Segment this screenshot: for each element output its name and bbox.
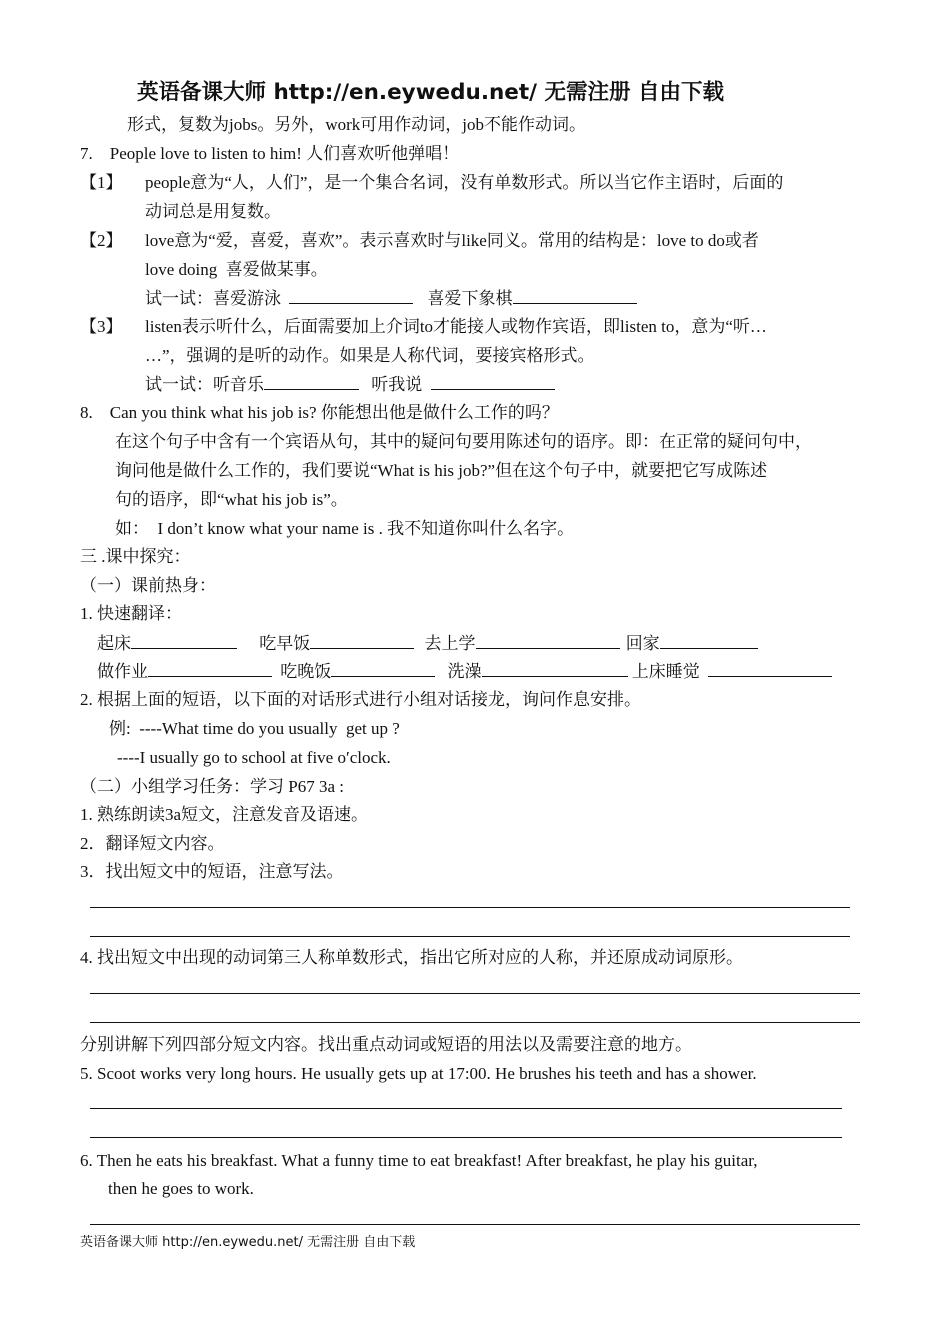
dialogue-line: ----I usually go to school at five o′clock. [117,748,391,767]
answer-line[interactable] [90,907,850,908]
text-line: …”，强调的是听的动作。如果是人称代词，要接宾格形式。 [145,346,595,365]
blank-field[interactable] [264,373,359,390]
phrase-label: 上床睡觉 [631,662,700,681]
example-line: 如： I don’t know what your name is . 我不知道你叫什么名字。 [115,519,575,538]
phrase-label: 起床 [97,634,131,653]
blank-field[interactable] [131,632,237,649]
exercise-prompt: 听我说 [371,375,423,394]
blank-field[interactable] [660,632,758,649]
answer-line[interactable] [90,1108,842,1109]
point-marker-3: 【3】 [80,317,123,336]
blank-field[interactable] [482,660,628,677]
blank-field[interactable] [331,660,435,677]
passage-line: 6. Then he eats his breakfast. What a funny time to eat breakfast! After breakfast, he play his guitar, [80,1151,758,1170]
phrase-label: 洗澡 [447,662,482,681]
text-line: 句的语序，即“what his job is”。 [115,490,348,509]
task-heading: 2. 根据上面的短语，以下面的对话形式进行小组对话接龙，询问作息安排。 [80,690,641,709]
text-line: love意为“爱，喜爱，喜欢”。表示喜欢时与like同义。常用的结构是：love to do或者 [145,231,759,250]
instruction-line: 分别讲解下列四部分短文内容。找出重点动词或短语的用法以及需要注意的地方。 [80,1035,692,1054]
text-line: 询问他是做什么工作的，我们要说“What is his job?”但在这个句子中，就要把它写成陈述 [115,461,768,480]
subsection-heading: （二）小组学习任务：学习 P67 3a : [80,777,344,796]
blank-field[interactable] [431,373,555,390]
phrase-label: 吃早饭 [259,634,311,653]
page-header: 英语备课大师 http://en.eywedu.net/ 无需注册 自由下载 [137,80,724,105]
task-line: 3．找出短文中的短语，注意写法。 [80,862,344,881]
passage-line: 5. Scoot works very long hours. He usually gets up at 17:00. He brushes his teeth and has a shower. [80,1064,757,1083]
translate-row [97,660,832,683]
exercise-line [145,373,555,396]
blank-field[interactable] [708,660,832,677]
blank-field[interactable] [513,287,637,304]
exercise-line [145,287,637,310]
page-footer: 英语备课大师 http://en.eywedu.net/ 无需注册 自由下载 [80,1235,416,1250]
answer-line[interactable] [90,936,850,937]
task-line: 4. 找出短文中出现的动词第三人称单数形式，指出它所对应的人称，并还原成动词原形。 [80,948,743,967]
answer-line[interactable] [90,993,860,994]
phrase-label: 做作业 [97,662,148,681]
passage-line: then he goes to work. [108,1179,254,1198]
task-heading: 1. 快速翻译： [80,604,182,623]
dialogue-line: 例: ----What time do you usually get up ? [109,719,400,738]
point-marker-2: 【2】 [80,231,123,250]
subsection-heading: （一）课前热身： [80,576,216,595]
text-line: 形式，复数为jobs。另外，work可用作动词，job不能作动词。 [127,115,586,134]
exercise-prompt: 喜爱下象棋 [427,289,513,308]
task-line: 2．翻译短文内容。 [80,834,225,853]
phrase-label: 回家 [625,634,660,653]
blank-field[interactable] [148,660,272,677]
task-line: 1. 熟练朗读3a短文，注意发音及语速。 [80,805,369,824]
answer-line[interactable] [90,1022,860,1023]
blank-field[interactable] [310,632,414,649]
section-heading: 三 .课中探究： [80,547,191,566]
text-line: 动词总是用复数。 [145,202,281,221]
exercise-prompt: 试一试：喜爱游泳 [145,289,281,308]
text-line: listen表示听什么，后面需要加上介词to才能接人或物作宾语，即listen to，意为“听… [145,317,767,336]
answer-line[interactable] [90,1224,860,1225]
point-marker-1: 【1】 [80,173,123,192]
translate-row [97,632,758,655]
phrase-label: 吃晚饭 [280,662,332,681]
item-8-heading: 8. Can you think what his job is? 你能想出他是做什么工作的吗？ [80,403,559,422]
phrase-label: 去上学 [424,634,476,653]
item-7-heading: 7. People love to listen to him! 人们喜欢听他弹唱！ [80,144,460,163]
blank-field[interactable] [476,632,620,649]
exercise-prompt: 试一试：听音乐 [145,375,264,394]
blank-field[interactable] [289,287,413,304]
text-line: 在这个句子中含有一个宾语从句，其中的疑问句要用陈述句的语序。即：在正常的疑问句中， [115,432,812,451]
text-line: people意为“人，人们”，是一个集合名词，没有单数形式。所以当它作主语时，后面的 [145,173,784,192]
text-line: love doing 喜爱做某事。 [145,260,328,279]
answer-line[interactable] [90,1137,842,1138]
